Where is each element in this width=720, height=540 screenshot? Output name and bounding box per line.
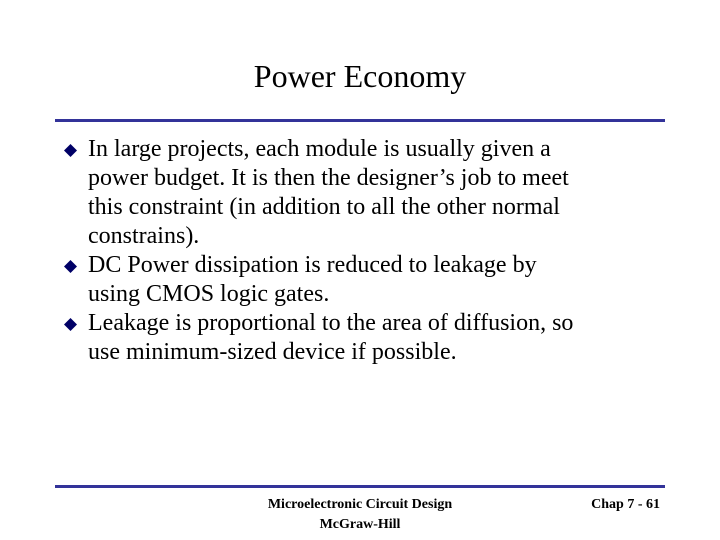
slide-title: Power Economy xyxy=(253,58,467,94)
footer-book-title: Microelectronic Circuit Design xyxy=(267,497,453,512)
bullet-item-1 xyxy=(64,135,674,251)
bullet-text-line: power budget. It is then the designer’s job to meet xyxy=(88,165,569,191)
footer-page-number: Chap 7 - 61 xyxy=(591,497,660,512)
title-divider xyxy=(55,119,665,122)
bullet-text-line: using CMOS logic gates. xyxy=(88,281,330,307)
bullet-text-line: constrains). xyxy=(88,223,200,249)
footer-divider xyxy=(55,485,665,488)
bullet-text-line: use minimum-sized device if possible. xyxy=(88,339,457,365)
bullet-text-line: DC Power dissipation is reduced to leakage by xyxy=(88,252,537,278)
bullet-text-line: In large projects, each module is usually given a xyxy=(88,136,551,162)
footer-publisher: McGraw-Hill xyxy=(319,517,401,532)
bullet-item-3 xyxy=(64,309,674,367)
diamond-bullet-icon xyxy=(64,318,77,331)
bullet-item-2 xyxy=(64,251,674,309)
bullet-text-line: Leakage is proportional to the area of diffusion, so xyxy=(88,310,574,336)
diamond-bullet-icon xyxy=(64,260,77,273)
diamond-bullet-icon xyxy=(64,144,77,157)
bullet-text-line: this constraint (in addition to all the other normal xyxy=(88,194,560,220)
footer-book-info xyxy=(210,495,510,535)
bullet-list xyxy=(64,135,674,367)
